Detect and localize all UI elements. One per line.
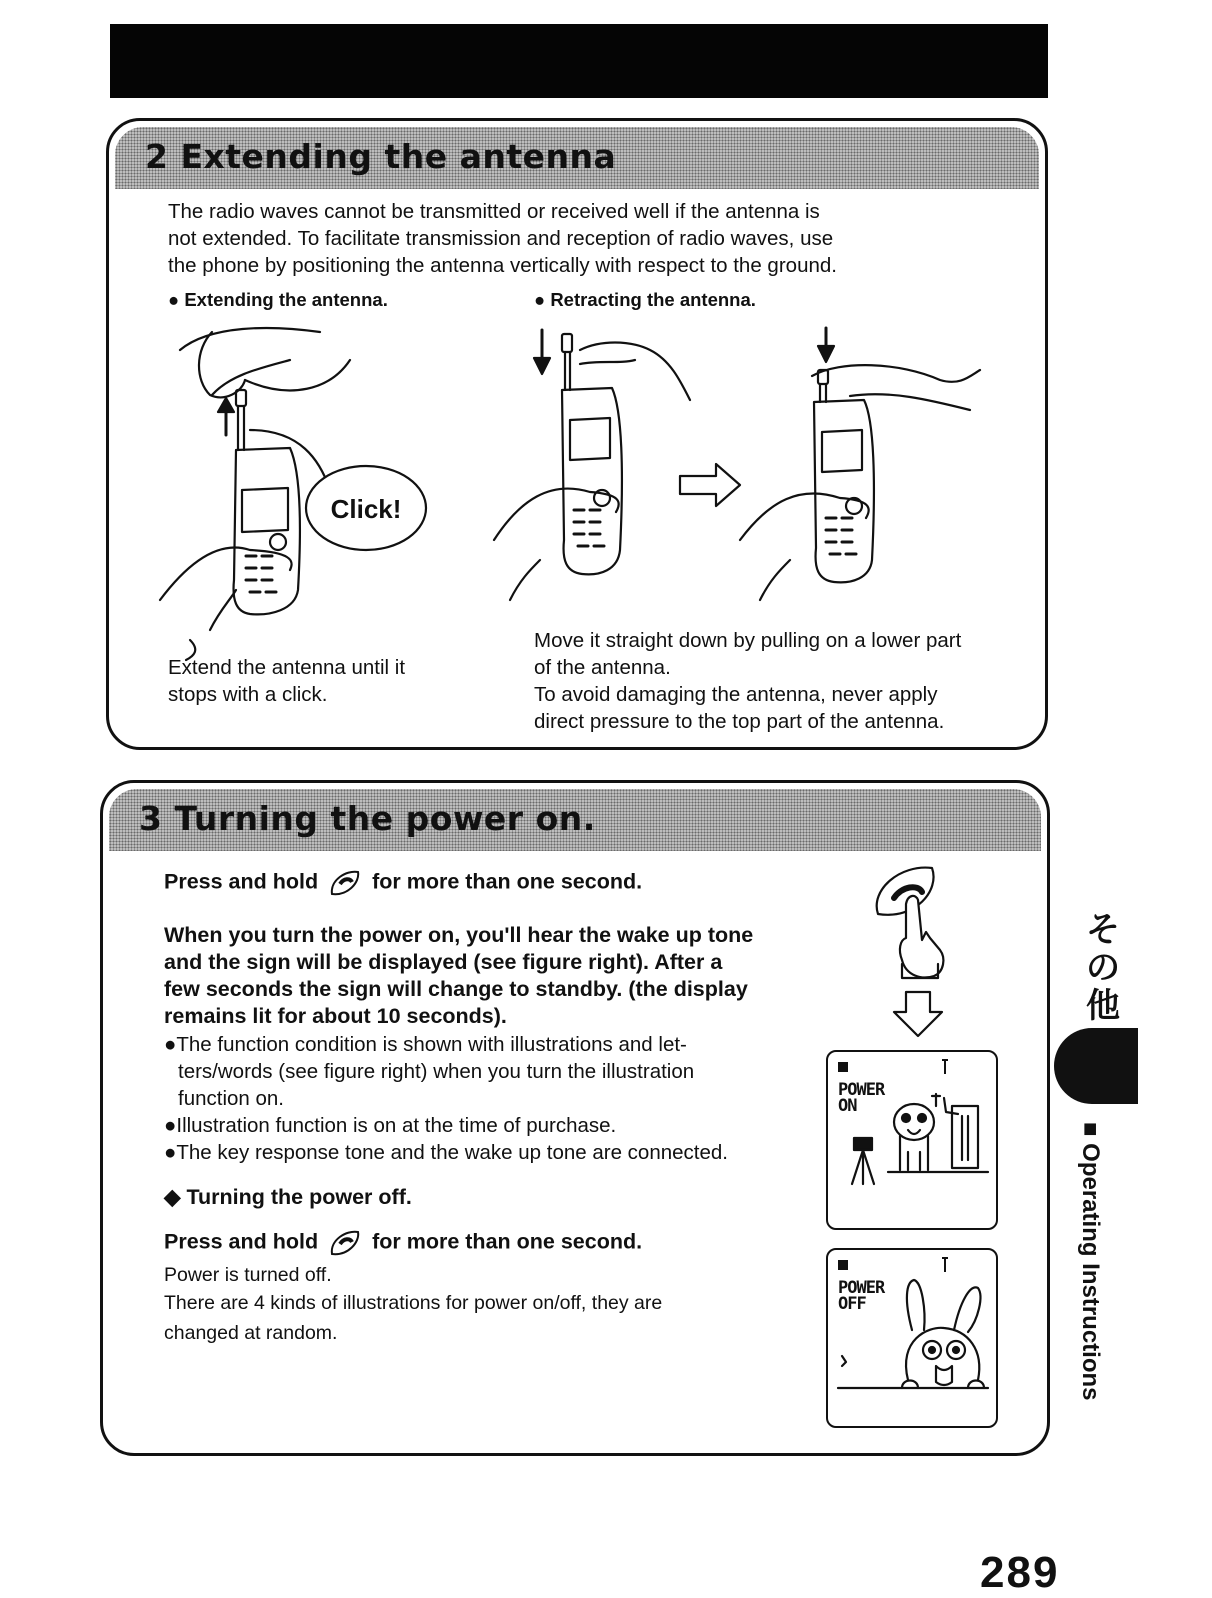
press-hold-text: Press and hold	[164, 869, 319, 894]
bullet-line-2: ters/words (see figure right) when you turn the illustration	[178, 1060, 695, 1083]
lcd-power-off-text: POWER OFF	[838, 1278, 885, 1314]
press-hold-text: for more than one second.	[372, 1229, 643, 1254]
retract-antenna-illustration-1	[490, 320, 700, 610]
extend-heading: ● Extending the antenna.	[168, 289, 388, 310]
finger-press-illustration	[860, 860, 980, 1040]
section-tab-marker	[1054, 1028, 1138, 1104]
retract-antenna-illustration-2	[730, 320, 990, 610]
page-number: 289	[980, 1548, 1060, 1597]
bullet-line-1: ●The function condition is shown with illustrations and let-	[164, 1033, 687, 1056]
header-bar	[110, 24, 1048, 98]
rabbit-illustration	[828, 1270, 996, 1426]
retract-heading: ● Retracting the antenna.	[534, 289, 756, 310]
dog-camera-illustration	[828, 1092, 996, 1228]
retract-caption-1: Move it straight down by pulling on a lower part	[534, 629, 962, 652]
sidebar-jp-1: そ	[1086, 910, 1120, 950]
wake-paragraph-3: few seconds the sign will change to standby. (the display	[164, 977, 748, 1001]
intro-line-3: the phone by positioning the antenna vertically with respect to the ground.	[168, 254, 837, 277]
vertical-section-label: ■ Operating Instructions	[1077, 1122, 1104, 1401]
lcd-power-on-figure	[826, 1050, 998, 1230]
intro-line-2: not extended. To facilitate transmission and reception of radio waves, use	[168, 227, 834, 250]
press-hold-text: Press and hold	[164, 1229, 319, 1254]
intro-line-1: The radio waves cannot be transmitted or received well if the antenna is	[168, 200, 820, 223]
lcd-power-off-figure	[826, 1248, 998, 1428]
section-title-band	[109, 789, 1041, 851]
bullet-line-3: function on.	[178, 1087, 284, 1110]
wake-paragraph-4: remains lit for about 10 seconds).	[164, 1004, 507, 1028]
lcd-status-icons	[836, 1058, 986, 1078]
section-title-band	[115, 127, 1039, 189]
power-off-line-2: There are 4 kinds of illustrations for power on/off, they are	[164, 1292, 663, 1314]
power-key-icon	[328, 868, 362, 898]
lcd-power-on-text: POWER ON	[838, 1080, 885, 1116]
section-title: 2 Extending the antenna	[145, 137, 617, 176]
section-title: 3 Turning the power on.	[139, 799, 596, 838]
wake-paragraph-1: When you turn the power on, you'll hear the wake up tone	[164, 923, 754, 947]
extend-antenna-illustration	[150, 320, 450, 660]
retract-caption-3: To avoid damaging the antenna, never apply	[534, 683, 938, 706]
press-hold-text: for more than one second.	[372, 869, 643, 894]
press-hold-line-1	[164, 868, 642, 898]
power-off-line-1: Power is turned off.	[164, 1264, 332, 1286]
power-off-heading: ◆ Turning the power off.	[164, 1185, 412, 1209]
bullet-line-4: ●Illustration function is on at the time of purchase.	[164, 1114, 617, 1137]
power-off-line-3: changed at random.	[164, 1322, 338, 1344]
retract-caption-2: of the antenna.	[534, 656, 671, 679]
extend-caption-2: stops with a click.	[168, 683, 328, 706]
sidebar-jp-3: 他	[1086, 986, 1120, 1026]
retract-caption-4: direct pressure to the top part of the antenna.	[534, 710, 945, 733]
power-key-icon	[328, 1228, 362, 1258]
click-label: Click!	[330, 494, 402, 524]
wake-paragraph-2: and the sign will be displayed (see figure right). After a	[164, 950, 723, 974]
press-hold-line-2	[164, 1228, 642, 1258]
extend-caption-1: Extend the antenna until it	[168, 656, 406, 679]
sidebar-jp-2: の	[1086, 948, 1120, 988]
bullet-line-5: ●The key response tone and the wake up tone are connected.	[164, 1141, 728, 1164]
